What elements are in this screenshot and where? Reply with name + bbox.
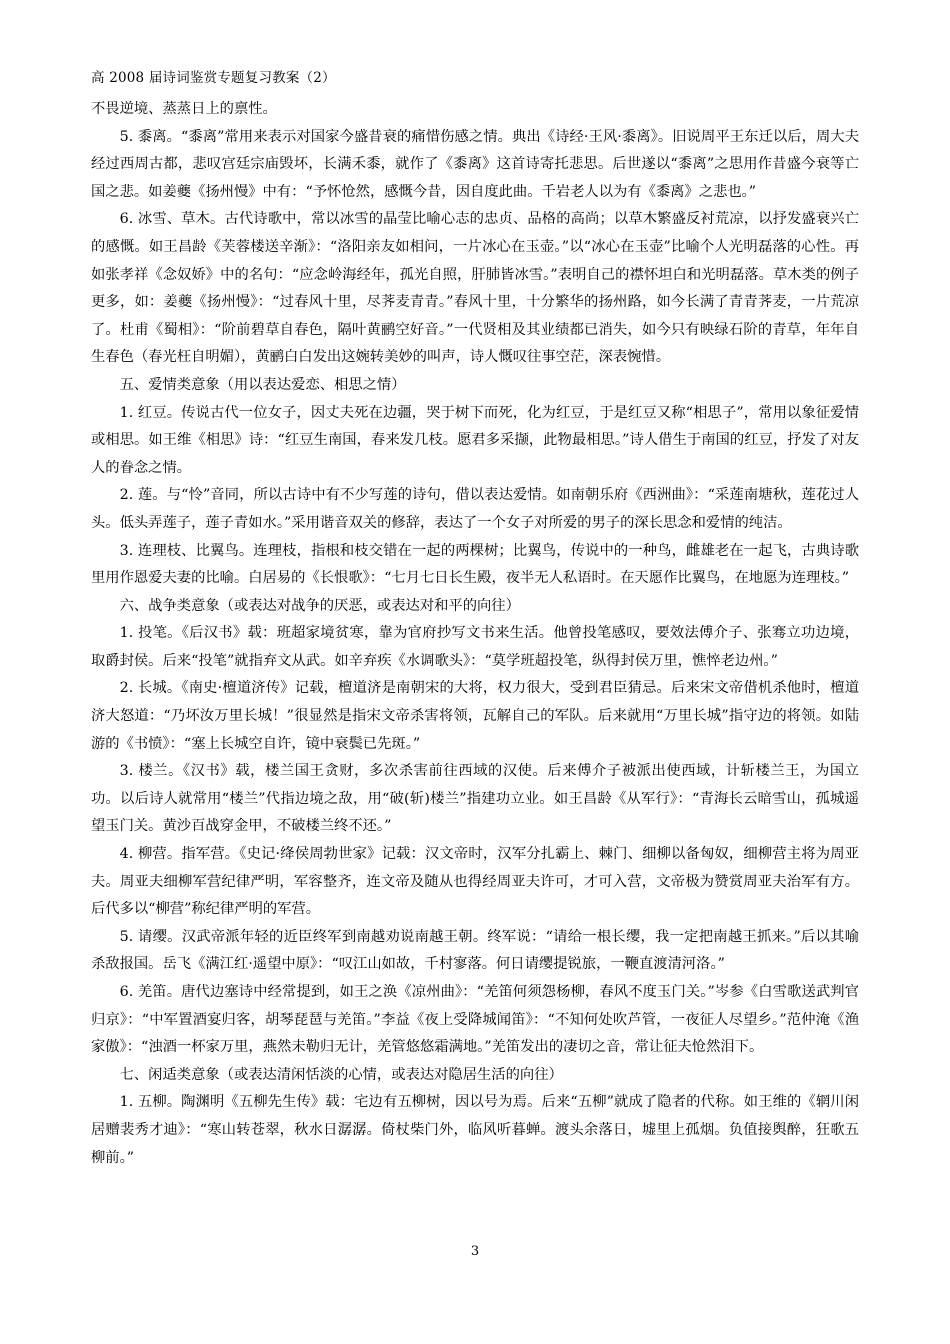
paragraph: 2. 莲。与“怜”音同，所以古诗中有不少写莲的诗句，借以表达爱情。如南朝乐府《西洲曲》：“采莲南塘秋，莲花过人头。低头弄莲子，莲子青如水。”采用谐音双关的修辞，表达了一个女子对所爱的男子的深长思念和爱情的纯洁。 <box>91 487 859 531</box>
page-header: 高 2008 届诗词鉴赏专题复习教案（2） <box>91 70 336 86</box>
paragraph: 1. 五柳。陶渊明《五柳先生传》载：宅边有五柳树，因以号为焉。后来“五柳”就成了隐者的代称。如王维的《辋川闲居赠裴秀才迪》：“寒山转苍翠，秋水日潺潺。倚杖柴门外，临风听暮蝉。渡头余落日，墟里上孤烟。负值接舆醉，狂歌五柳前。” <box>91 1094 859 1166</box>
paragraph: 5. 请缨。汉武帝派年轻的近臣终军到南越劝说南越王朝。终军说：“请给一根长缨，我一定把南越王抓来。”后以其喻杀敌报国。岳飞《满江红·遥望中原》：“叹江山如故，千村寥落。何日请缨提锐旅，一鞭直渡清河洛。” <box>91 928 859 973</box>
section-heading: 六、战争类意象（或表达对战争的厌恶，或表达对和平的向往） <box>119 597 520 614</box>
page-number: 3 <box>470 1244 480 1259</box>
paragraph: 1. 红豆。传说古代一位女子，因丈夫死在边疆，哭于树下而死，化为红豆，于是红豆又称“相思子”，常用以象征爱情或相思。如王维《相思》诗：“红豆生南国，春来发几枝。愿君多采撷，此物最相思。”诗人借生于南国的红豆，抒发了对友人的眷念之情。 <box>91 404 859 476</box>
paragraph: 不畏逆境、蒸蒸日上的禀性。 <box>91 101 277 117</box>
paragraph: 1. 投笔。《后汉书》载：班超家境贫寒，靠为官府抄写文书来生活。他曾投笔感叹，要效法傅介子、张骞立功边境，取爵封侯。后来“投笔”就指弃文从武。如辛弃疾《水调歌头》：“莫学班超投笔，纵得封侯万里，憔悴老边州。” <box>91 625 859 669</box>
section-heading: 五、爱情类意象（用以表达爱恋、相思之情） <box>119 376 406 393</box>
paragraph: 6. 冰雪、草木。古代诗歌中，常以冰雪的晶莹比喻心志的忠贞、品格的高尚；以草木繁盛反衬荒凉，以抒发盛衰兴亡的感慨。如王昌龄《芙蓉楼送辛渐》：“洛阳亲友如相问，一片冰心在玉壶。”以“冰心在玉壶”比喻个人光明磊落的心性。再如张孝祥《念奴娇》中的名句：“应念岭海经年，孤光自照，肝肺皆冰雪。”表明自己的襟怀坦白和光明磊落。草木类的例子更多，如：姜夔《扬州慢》：“过春风十里，尽荠麦青青。”春风十里，十分繁华的扬州路，如今长满了青青荠麦，一片荒凉了。杜甫《蜀相》：“阶前碧草自春色，隔叶黄鹂空好音。”一代贤相及其业绩都已消失，如今只有映绿石阶的青草，年年自生春色（春光枉自明媚），黄鹂白白发出这婉转美妙的叫声，诗人慨叹往事空茫，深表惋惜。 <box>91 211 859 366</box>
paragraph: 5. 黍离。“黍离”常用来表示对国家今盛昔衰的痛惜伤感之情。典出《诗经·王风·黍离》。旧说周平王东迁以后，周大夫经过西周古都，悲叹宫廷宗庙毁坏，长满禾黍，就作了《黍离》这首诗寄托悲思。后世遂以“黍离”之思用作昔盛今衰等亡国之悲。如姜夔《扬州慢》中有：“予怀怆然，感慨今昔，因自度此曲。千岩老人以为有《黍离》之悲也。” <box>91 128 859 200</box>
paragraph: 2. 长城。《南史·檀道济传》记载，檀道济是南朝宋的大将，权力很大，受到君臣猜忌。后来宋文帝借机杀他时，檀道济大怒道：“乃坏汝万里长城！”很显然是指宋文帝杀害将领，瓦解自己的军队。后来就用“万里长城”指守边的将领。如陆游的《书愤》：“塞上长城空自许，镜中衰鬓已先斑。” <box>91 680 859 752</box>
paragraph: 3. 楼兰。《汉书》载，楼兰国王贪财，多次杀害前往西域的汉使。后来傅介子被派出使西域，计斩楼兰王，为国立功。以后诗人就常用“楼兰”代指边境之敌，用“破(斩)楼兰”指建功立业。如王昌龄《从军行》：“青海长云暗雪山，孤城遥望玉门关。黄沙百战穿金甲，不破楼兰终不还。” <box>91 763 859 835</box>
paragraph: 6. 羌笛。唐代边塞诗中经常提到，如王之涣《凉州曲》：“羌笛何须怨杨柳，春风不度玉门关。”岑参《白雪歌送武判官归京》：“中军置酒宴归客，胡琴琵琶与羌笛。”李益《夜上受降城闻笛》：“不知何处吹芦管，一夜征人尽望乡。”范仲淹《渔家傲》：“浊酒一杯家万里，燕然未勒归无计，羌管悠悠霜满地。”羌笛发出的凄切之音，常让征夫怆然泪下。 <box>91 984 859 1056</box>
paragraph: 4. 柳营。指军营。《史记·绛侯周勃世家》记载：汉文帝时，汉军分扎霸上、棘门、细柳以备匈奴，细柳营主将为周亚夫。周亚夫细柳军营纪律严明，军容整齐，连文帝及随从也得经周亚夫许可，才可入营，文帝极为赞赏周亚夫治军有方。后代多以“柳营”称纪律严明的军营。 <box>91 846 859 918</box>
document-body <box>91 96 859 1172</box>
paragraph: 3. 连理枝、比翼鸟。连理枝，指根和枝交错在一起的两棵树；比翼鸟，传说中的一种鸟，雌雄老在一起飞，古典诗歌里用作恩爱夫妻的比喻。白居易的《长恨歌》：“七月七日长生殿，夜半无人私语时。在天愿作比翼鸟，在地愿为连理枝。” <box>91 542 859 587</box>
section-heading: 七、闲适类意象（或表达清闲恬淡的心情，或表达对隐居生活的向往） <box>119 1066 563 1083</box>
